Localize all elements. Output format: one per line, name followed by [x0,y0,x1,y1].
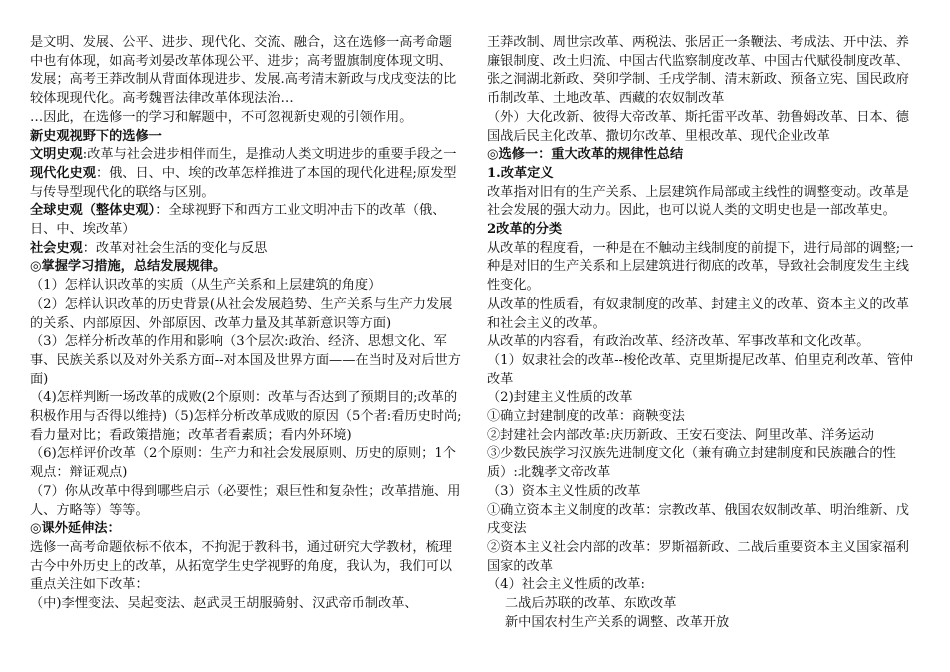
paragraph: （中)李悝变法、吴起变法、赵武灵王胡服骑射、汉武帝币制改革、 [30,596,418,612]
right-column [487,34,919,633]
term-label: 社会史观 [30,240,83,256]
list-item: （3）怎样分析改革的作用和影响（3个层次:政治、经济、思想文化、军事、民族关系以及对外关系方面--对本国及世界方面——在当时及对后世方面) [30,334,461,387]
paragraph: （外）大化改新、彼得大帝改革、斯托雷平改革、勃鲁姆改革、日本、德国战后民主化改革、撒切尔改革、里根改革、现代企业改革 [487,109,909,144]
list-item: ③少数民族学习汉族先进制度文化（兼有确立封建制度和民族融合的性质）:北魏孝文帝改革 [487,446,896,481]
term-label: 现代化史观 [30,165,96,181]
subsection-heading: 1.改革定义 [487,165,554,181]
list-item: （1）怎样认识改革的实质（从生产关系和上层建筑的角度） [30,278,382,294]
list-item: ①确立封建制度的改革：商鞅变法 [487,409,685,425]
paragraph: 从改革的程度看，一种是在不触动主线制度的前提下，进行局部的调整;一种是对旧的生产关系和上层建筑进行彻底的改革，导致社会制度发生主线性变化。 [487,240,914,294]
term-label: 全球史观（整体史观） [30,203,156,219]
paragraph: 现代化史观：俄、日、中、埃的改革怎样推进了本国的现代化进程;原发型与传导型现代化的联络与区别。 [30,165,457,200]
list-item: （4)怎样判断一场改革的成败(2个原则：改革与否达到了预期目的;改革的积极作用与否得以维持)（5)怎样分析改革成败的原因（5个者:看历史时尚;看力量对比；看政策措施；改革者看素质；看内外环境) [30,390,462,443]
section-heading: ◎选修一：重大改革的规律性总结 [487,147,684,163]
list-item: ①确立资本主义制度的改革：宗教改革、俄国农奴制改革、明治维新、戊戌变法 [487,502,909,537]
paragraph: 从改革的内容看，有政治改革、经济改革、军事改革和文化改革。 [487,334,870,350]
list-item: 二战后苏联的改革、东欧改革 [505,596,677,612]
list-item: （7）你从改革中得到哪些启示（必要性；艰巨性和复杂性；改革措施、用人、方略等）等等。 [30,483,461,518]
list-item: （2)封建主义性质的改革 [487,390,633,406]
list-item: （2）怎样认识改革的历史背景(从社会发展趋势、生产关系与生产力发展的关系、内部原因、外部原因、改革力量及其革新意识等方面) [30,296,453,331]
section-heading: 新史观视野下的选修一 [30,128,162,144]
section-heading: ◎课外延伸法： [30,521,121,537]
paragraph: 改革指对旧有的生产关系、上层建筑作局部或主线性的调整变动。改革是社会发展的强大动力。因此，也可以说人类的文明史也是一部改革史。 [487,184,909,219]
list-item: （4）社会主义性质的改革: [487,577,645,593]
section-heading: ◎掌握学习措施，总结发展规律。 [30,259,227,275]
list-item: 新中国农村生产关系的调整、改革开放 [505,614,730,630]
subsection-heading: 2改革的分类 [487,222,563,238]
term-label: 文明史观 [30,147,83,163]
left-column [30,34,465,614]
paragraph: 王莽改制、周世宗改革、两税法、张居正一条鞭法、考成法、开中法、养廉银制度、改土归流、中国古代监察制度改革、中国古代赋役制度改革、张之洞湖北新政、癸卯学制、壬戌学制、清末新政、预备立宪、国民政府币制改革、土地改革、西藏的农奴制改革 [487,35,909,107]
list-item: ②封建社会内部改革:庆历新政、王安石变法、阿里改革、洋务运动 [487,427,874,443]
paragraph: 是文明、发展、公平、进步、现代化、交流、融合，这在选修一高考命题中也有体现，如高考刘晏改革体现公平、进步；高考盟旗制度体现文明、发展；高考王莽改制从背面体现进步、发展.高考清末新政与戊戌变法的比较体现现代化。高考魏晋法律改革体现法治… [30,35,457,107]
paragraph: …因此，在选修一的学习和解题中，不可忽视新史观的引领作用。 [30,109,413,125]
list-item: ②资本主义社会内部的改革：罗斯福新政、二战后重要资本主义国家福利国家的改革 [487,539,909,574]
paragraph: 从改革的性质看，有奴隶制度的改革、封建主义的改革、资本主义的改革和社会主义的改革。 [487,296,909,331]
list-item: （6)怎样评价改革（2个原则：生产力和社会发展原则、历史的原则；1个观点：辩证观点) [30,446,456,481]
paragraph: 文明史观:改革与社会进步相伴而生，是推动人类文明进步的重要手段之一 [30,147,457,163]
list-item: （3）资本主义性质的改革 [487,483,641,499]
paragraph: 全球史观（整体史观）：全球视野下和西方工业文明冲击下的改革（俄、日、中、埃改革） [30,203,446,238]
paragraph: 选修一高考命题依标不依本，不拘泥于教科书，通过研究大学教材，梳理古今中外历史上的改革，从拓宽学生史学视野的角度，我认为，我们可以重点关注如下改革： [30,539,452,593]
list-item: （1）奴隶社会的改革--梭伦改革、克里斯提尼改革、伯里克利改革、管仲改革 [487,352,914,387]
paragraph: 社会史观：改革对社会生活的变化与反思 [30,240,268,256]
